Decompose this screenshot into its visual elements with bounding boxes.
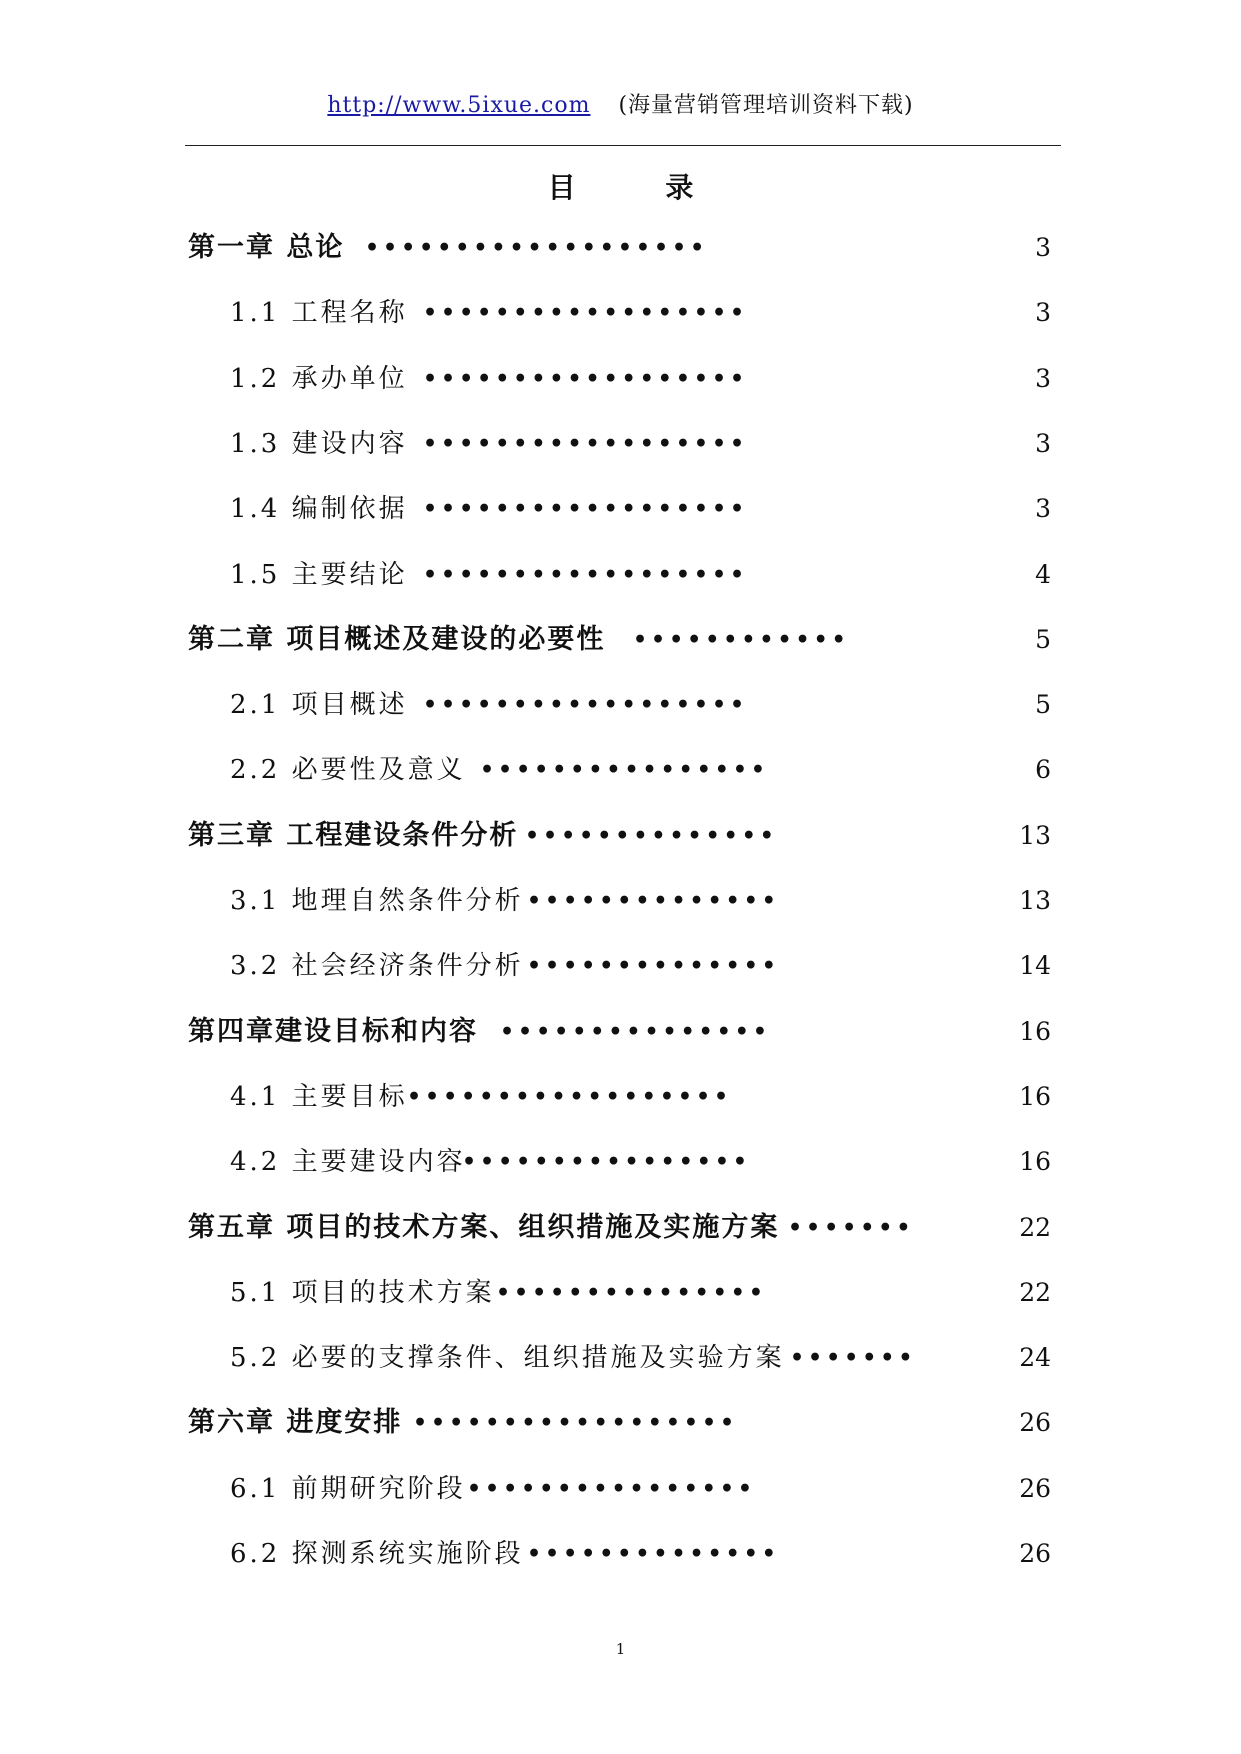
toc-leader-dots: •••••••••••••••••• bbox=[423, 430, 749, 457]
toc-leader-dots: ••••••••••••••• bbox=[496, 1279, 767, 1306]
header-note: (海量营销管理培训资料下载) bbox=[618, 93, 914, 118]
toc-leader-dots: •••••••••••••••••• bbox=[423, 692, 749, 719]
toc-page-number: 4 bbox=[1035, 559, 1051, 589]
toc-page-number: 26 bbox=[1019, 1408, 1051, 1438]
toc-entry-label: 第一章 总论 bbox=[188, 232, 345, 263]
toc-leader-dots: ••••••••••••••• bbox=[500, 1018, 771, 1045]
toc-page-number: 26 bbox=[1019, 1473, 1051, 1503]
toc-entry-label: 5.1 项目的技术方案 bbox=[230, 1277, 495, 1308]
toc-leader-dots: •••••••••••••• bbox=[527, 953, 780, 980]
toc-entry-label: 第四章建设目标和内容 bbox=[188, 1015, 478, 1047]
toc-leader-dots: •••••••••••••••••• bbox=[423, 365, 749, 392]
toc-entry-label: 2.2 必要性及意义 bbox=[230, 755, 466, 786]
toc-page-number: 3 bbox=[1035, 428, 1051, 458]
toc-page-number: 22 bbox=[1019, 1212, 1051, 1242]
toc-entry-label: 4.2 主要建设内容 bbox=[230, 1147, 466, 1178]
toc-entry-label: 6.2 探测系统实施阶段 bbox=[230, 1539, 524, 1569]
toc-page-number: 24 bbox=[1019, 1343, 1051, 1373]
toc-title: 目 录 bbox=[547, 171, 734, 204]
toc-leader-dots: •••••••••••••• bbox=[527, 1541, 780, 1567]
toc-page-number: 3 bbox=[1035, 363, 1051, 393]
toc-leader-dots: •••••••••••••••••• bbox=[423, 300, 749, 327]
toc-leader-dots: ••••••••••••••••••• bbox=[365, 235, 709, 261]
toc-entry-label: 1.5 主要结论 bbox=[230, 559, 408, 590]
toc-page-number: 6 bbox=[1035, 755, 1051, 785]
toc-leader-dots: ••••••• bbox=[788, 1214, 915, 1241]
toc-leader-dots: •••••••••••••••• bbox=[462, 1149, 751, 1176]
toc-leader-dots: •••••••••••••••••• bbox=[423, 561, 749, 588]
toc-leader-dots: ••••••• bbox=[790, 1345, 917, 1372]
toc-page-number: 16 bbox=[1019, 1147, 1051, 1177]
toc-page-number: 16 bbox=[1019, 1081, 1051, 1111]
toc-leader-dots: •••••••••••• bbox=[633, 626, 850, 653]
toc-entry-label: 2.1 项目概述 bbox=[230, 690, 408, 721]
toc-page-number: 14 bbox=[1019, 951, 1051, 981]
toc-page-number: 26 bbox=[1019, 1539, 1051, 1568]
toc-entry-label: 第六章 进度安排 bbox=[188, 1407, 403, 1439]
toc-page-number: 13 bbox=[1019, 820, 1051, 850]
toc-leader-dots: •••••••••••••••• bbox=[480, 757, 769, 784]
toc-entry-label: 5.2 必要的支撑条件、组织措施及实验方案 bbox=[230, 1343, 785, 1374]
toc-entry-label: 1.1 工程名称 bbox=[230, 298, 408, 329]
toc-page-number: 16 bbox=[1019, 1016, 1051, 1046]
footer-page-number: 1 bbox=[615, 1640, 626, 1658]
toc-entry-label: 1.3 建设内容 bbox=[230, 428, 408, 459]
toc-leader-dots: •••••••••••••••• bbox=[467, 1475, 756, 1502]
toc-page-number: 5 bbox=[1035, 624, 1051, 654]
header-divider bbox=[185, 145, 1061, 146]
toc-page-number: 13 bbox=[1019, 886, 1051, 915]
toc-entry-label: 3.2 社会经济条件分析 bbox=[230, 951, 524, 982]
toc-entry-label: 4.1 主要目标 bbox=[230, 1081, 408, 1112]
toc-page-number: 3 bbox=[1035, 298, 1051, 328]
header-url-link[interactable]: http://www.5ixue.com bbox=[327, 93, 591, 118]
toc-entry-label: 6.1 前期研究阶段 bbox=[230, 1473, 466, 1504]
toc-leader-dots: •••••••••••••••••• bbox=[413, 1410, 739, 1437]
toc-page-number: 3 bbox=[1035, 233, 1051, 262]
toc-entry-label: 1.4 编制依据 bbox=[230, 494, 408, 525]
toc-page-number: 5 bbox=[1035, 690, 1051, 720]
toc-leader-dots: •••••••••••••• bbox=[527, 888, 780, 914]
toc-leader-dots: •••••••••••••••••• bbox=[407, 1083, 733, 1110]
toc-entry-label: 第二章 项目概述及建设的必要性 bbox=[188, 623, 606, 655]
toc-page-number: 3 bbox=[1035, 494, 1051, 524]
toc-leader-dots: •••••••••••••••••• bbox=[423, 496, 749, 523]
toc-page-number: 22 bbox=[1019, 1277, 1051, 1307]
toc-entry-label: 3.1 地理自然条件分析 bbox=[230, 886, 524, 916]
toc-leader-dots: •••••••••••••• bbox=[525, 822, 778, 849]
toc-entry-label: 第三章 工程建设条件分析 bbox=[188, 819, 519, 851]
page-header bbox=[0, 88, 1241, 119]
toc-entry-label: 第五章 项目的技术方案、组织措施及实施方案 bbox=[188, 1211, 780, 1243]
toc-entry-label: 1.2 承办单位 bbox=[230, 363, 408, 394]
